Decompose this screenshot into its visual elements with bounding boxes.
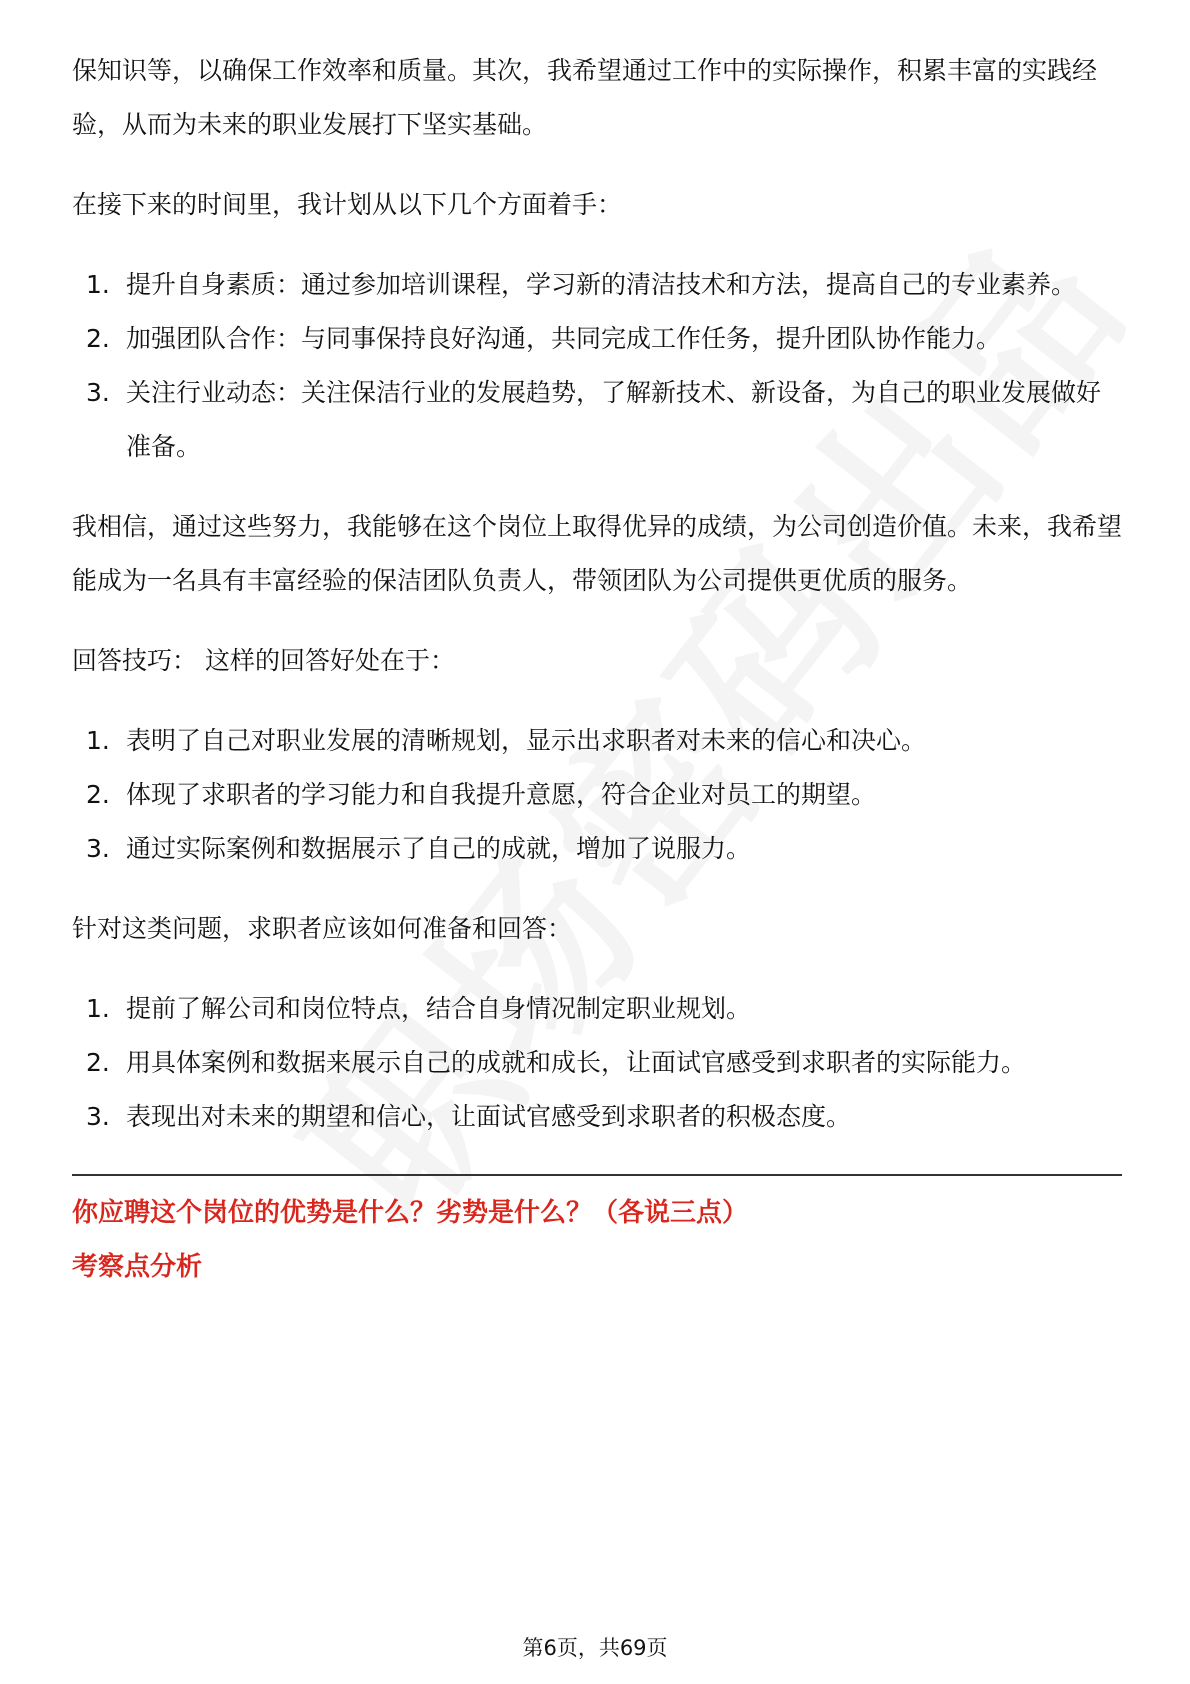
page-content — [72, 44, 1122, 1294]
analysis-heading: 考察点分析 — [72, 1252, 203, 1282]
belief-paragraph: 我相信，通过这些努力，我能够在这个岗位上取得优异的成绩，为公司创造价值。未来，我希望能成为一名具有丰富经验的保洁团队负责人，带领团队为公司提供更优质的服务。 — [72, 512, 1123, 595]
list-item — [72, 982, 1122, 1036]
tips-list — [72, 714, 1122, 876]
intro-paragraph: 保知识等，以确保工作效率和质量。其次，我希望通过工作中的实际操作，积累丰富的实践经验，从而为未来的职业发展打下坚实基础。 — [72, 56, 1098, 139]
list-item-text: 通过实际案例和数据展示了自己的成就，增加了说服力。 — [126, 834, 752, 863]
list-number: 2. — [86, 1048, 110, 1077]
list-number: 2. — [86, 780, 110, 809]
list-item — [72, 822, 1122, 876]
list-item-text: 提升自身素质：通过参加培训课程，学习新的清洁技术和方法，提高自己的专业素养。 — [126, 270, 1077, 299]
tips-lead-paragraph: 回答技巧： 这样的回答好处在于： — [72, 646, 455, 675]
list-item-text: 用具体案例和数据来展示自己的成就和成长，让面试官感受到求职者的实际能力。 — [126, 1048, 1027, 1077]
list-item — [72, 768, 1122, 822]
prepare-lead-paragraph: 针对这类问题，求职者应该如何准备和回答： — [72, 914, 573, 943]
list-item — [72, 714, 1122, 768]
list-number: 3. — [86, 1102, 110, 1131]
list-number: 3. — [86, 834, 110, 863]
list-number: 1. — [86, 270, 110, 299]
question-heading: 你应聘这个岗位的优势是什么？劣势是什么？（各说三点） — [72, 1198, 749, 1228]
list-item — [72, 1036, 1122, 1090]
list-item — [72, 258, 1122, 312]
list-number: 1. — [86, 994, 110, 1023]
list-item-text: 加强团队合作：与同事保持良好沟通，共同完成工作任务，提升团队协作能力。 — [126, 324, 1002, 353]
list-item — [72, 366, 1122, 474]
list-item-text: 表现出对未来的期望和信心，让面试官感受到求职者的积极态度。 — [126, 1102, 852, 1131]
section-divider — [72, 1174, 1122, 1176]
plan-list — [72, 258, 1122, 474]
list-number: 3. — [86, 378, 110, 407]
list-item-text: 体现了求职者的学习能力和自我提升意愿，符合企业对员工的期望。 — [126, 780, 877, 809]
list-item — [72, 312, 1122, 366]
plan-lead-paragraph: 在接下来的时间里，我计划从以下几个方面着手： — [72, 190, 623, 219]
list-item-text: 表明了自己对职业发展的清晰规划，显示出求职者对未来的信心和决心。 — [126, 726, 927, 755]
list-item-text: 关注行业动态：关注保洁行业的发展趋势，了解新技术、新设备，为自己的职业发展做好准备。 — [126, 378, 1102, 461]
list-item — [72, 1090, 1122, 1144]
page-number-footer: 第6页，共69页 — [522, 1636, 668, 1660]
list-item-text: 提前了解公司和岗位特点，结合自身情况制定职业规划。 — [126, 994, 752, 1023]
prepare-list — [72, 982, 1122, 1144]
list-number: 2. — [86, 324, 110, 353]
list-number: 1. — [86, 726, 110, 755]
